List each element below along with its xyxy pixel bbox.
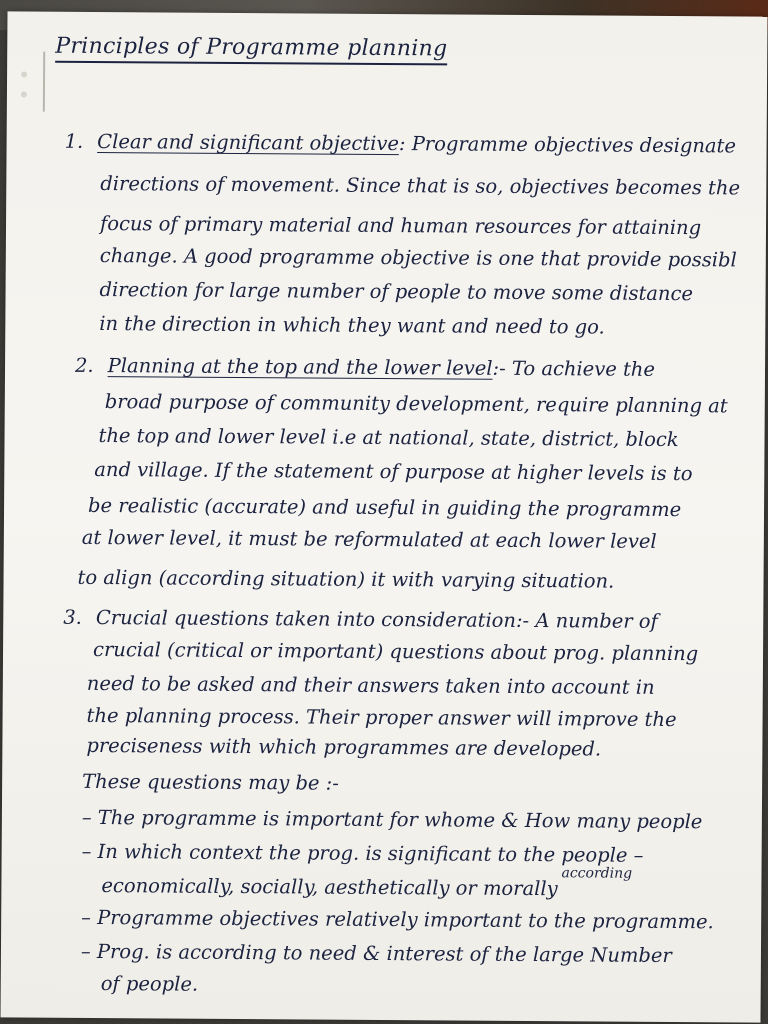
section-1-line-3: focus of primary material and human resources for attaining — [99, 212, 702, 240]
section-3-line-3: need to be asked and their answers taken into account in — [86, 671, 655, 699]
section-1-number: 1. — [64, 129, 84, 153]
handwritten-notes — [0, 11, 767, 1022]
section-3-line-12: of people. — [100, 972, 199, 996]
section-3-line-4: the planning process. Their proper answer will improve the — [86, 703, 677, 732]
section-3-line-9: economically, socially, aesthetically or morally — [101, 874, 558, 901]
section-3-line-1: :- A number of — [515, 608, 658, 633]
section-2-line-5: be realistic (accurate) and useful in guiding the programme — [87, 493, 682, 522]
section-3-insertion: according — [561, 865, 633, 882]
page-title: Principles of Programme planning — [55, 34, 447, 62]
section-3-number: 3. — [63, 605, 82, 629]
section-2-line-4: and village. If the statement of purpose at higher levels is to — [94, 457, 693, 486]
section-1-heading: Clear and significant objective — [97, 129, 400, 156]
section-1-first-line — [65, 130, 736, 159]
section-2-line-7: to align (according situation) it with varying situation. — [77, 565, 615, 593]
section-2-first-line — [75, 354, 655, 382]
section-2-line-1: :- To achieve the — [492, 356, 656, 381]
section-3-line-10: – Programme objectives relatively important to the programme. — [81, 905, 714, 934]
section-2-line-2: broad purpose of community development, require planning at — [104, 390, 728, 418]
section-3-line-5: preciseness with which programmes are developed. — [86, 733, 602, 761]
section-3-first-line — [63, 606, 658, 634]
section-3-line-2: crucial (critical or important) questions about prog. planning — [92, 637, 699, 666]
section-3-line-7: – The programme is important for whome & How many people — [81, 805, 703, 834]
section-2-number: 2. — [74, 353, 94, 377]
notebook-page — [0, 11, 767, 1022]
section-3-heading: Crucial questions taken into consideration — [95, 605, 517, 632]
section-2-heading: Planning at the top and the lower level — [107, 354, 493, 380]
section-2-line-3: the top and lower level i.e at national, state, district, block — [98, 424, 679, 452]
section-1-line-1: : Programme objectives designate — [398, 132, 737, 158]
section-1-line-5: direction for large number of people to move some distance — [99, 278, 694, 306]
section-3-line-11: – Prog. is according to need & interest of the large Number — [80, 939, 672, 968]
section-3-line-6: These questions may be :- — [82, 769, 339, 795]
section-1-line-6: in the direction in which they want and need to go. — [99, 312, 605, 339]
title-underline — [55, 61, 447, 66]
section-2-line-6: at lower level, it must be reformulated at each lower level — [81, 525, 657, 553]
section-3-line-8: – In which context the prog. is significant to the people – — [81, 839, 644, 867]
section-1-line-2: directions of movement. Since that is so, objectives becomes the — [100, 172, 741, 200]
section-1-line-4: change. A good programme objective is one that provide possibl — [99, 244, 737, 272]
